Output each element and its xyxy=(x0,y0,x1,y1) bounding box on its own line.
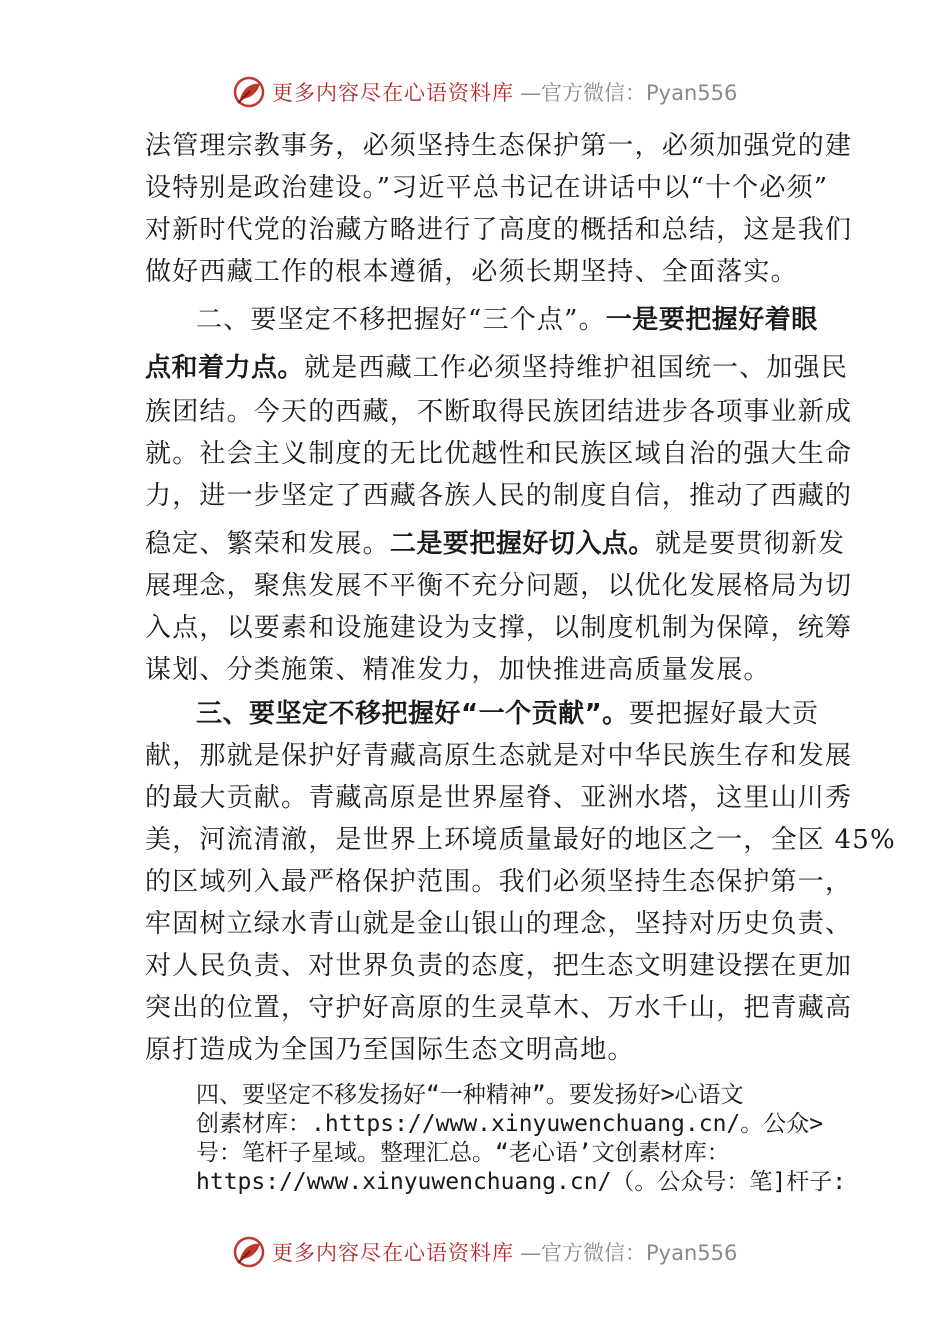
text-line: 族团结。今天的西藏，不断取得民族团结进步各项事业新成 xyxy=(145,397,853,427)
source-line: 号：笔杆子星域。整理汇总。“老心语’文创素材库： xyxy=(196,1140,730,1166)
leaf-logo-icon xyxy=(232,75,266,109)
text-line: 原打造成为全国乃至国际生态文明高地。 xyxy=(145,1035,635,1065)
text-line: 就。社会主义制度的无比优越性和民族区域自治的强大生命 xyxy=(145,439,853,469)
bold-point: 一是要把握好着眼 xyxy=(605,305,818,335)
header-watermark-banner xyxy=(232,72,737,112)
text-line: 的最大贡献。青藏高原是世界屋脊、亚洲水塔，这里山川秀 xyxy=(145,783,853,813)
text-line xyxy=(196,305,818,335)
bold-point: 点和着力点。 xyxy=(145,353,305,383)
text-line xyxy=(145,353,848,383)
text-span: 就是要贯彻新发 xyxy=(654,529,846,559)
banner-gray-text: —官方微信：Pyan556 xyxy=(520,81,738,105)
text-line: 献，那就是保护好青藏高原生态就是对中华民族生存和发展 xyxy=(145,741,853,771)
text-line: 做好西藏工作的根本遵循，必须长期坚持、全面落实。 xyxy=(145,257,798,287)
text-line: 展理念，聚焦发展不平衡不充分问题，以优化发展格局为切 xyxy=(145,571,853,601)
text-line: 对人民负责、对世界负责的态度，把生态文明建设摆在更加 xyxy=(145,951,853,981)
text-span: 稳定、繁荣和发展。 xyxy=(145,529,390,559)
section-two-heading: 二、要坚定不移把握好“三个点”。 xyxy=(196,305,606,335)
bold-point: 二是要把握好切入点。 xyxy=(389,529,655,559)
text-line: 对新时代党的治藏方略进行了高度的概括和总结，这是我们 xyxy=(145,215,853,245)
text-line: 谋划、分类施策、精准发力，加快推进高质量发展。 xyxy=(145,655,771,685)
text-line xyxy=(196,699,819,729)
text-line: 法管理宗教事务，必须坚持生态保护第一，必须加强党的建 xyxy=(145,131,853,161)
banner-red-text: 更多内容尽在心语资料库 xyxy=(272,81,514,105)
text-line xyxy=(145,529,845,559)
text-line: 入点，以要素和设施建设为支撑，以制度机制为保障，统筹 xyxy=(145,613,853,643)
source-line: 创素材库：.https://www.xinyuwenchuang.cn/。公众> xyxy=(196,1111,824,1137)
section-three-heading: 三、要坚定不移把握好“一个贡献”。 xyxy=(196,699,629,729)
section-four-line: 四、要坚定不移发扬好“一种精神”。要发扬好>心语文 xyxy=(196,1082,744,1108)
text-line: 美，河流清澈，是世界上环境质量最好的地区之一，全区 45% xyxy=(145,825,896,855)
footer-watermark-banner xyxy=(232,1232,737,1272)
text-span: 就是西藏工作必须坚持维护祖国统一、加强民 xyxy=(304,353,849,383)
text-line: 设特别是政治建设。”习近平总书记在讲话中以“十个必须” xyxy=(145,173,829,203)
source-line: https://www.xinyuwenchuang.cn/（。公众号：笔]杆子: xyxy=(196,1169,847,1195)
banner-red-text: 更多内容尽在心语资料库 xyxy=(272,1241,514,1265)
text-line: 的区域列入最严格保护范围。我们必须坚持生态保护第一， xyxy=(145,867,853,897)
banner-gray-text: —官方微信：Pyan556 xyxy=(520,1241,738,1265)
leaf-logo-icon xyxy=(232,1235,266,1269)
text-line: 力，进一步坚定了西藏各族人民的制度自信，推动了西藏的 xyxy=(145,481,853,511)
text-span: 要把握好最大贡 xyxy=(628,699,820,729)
text-line: 牢固树立绿水青山就是金山银山的理念，坚持对历史负责、 xyxy=(145,909,853,939)
text-line: 突出的位置，守护好高原的生灵草木、万水千山，把青藏高 xyxy=(145,993,853,1023)
